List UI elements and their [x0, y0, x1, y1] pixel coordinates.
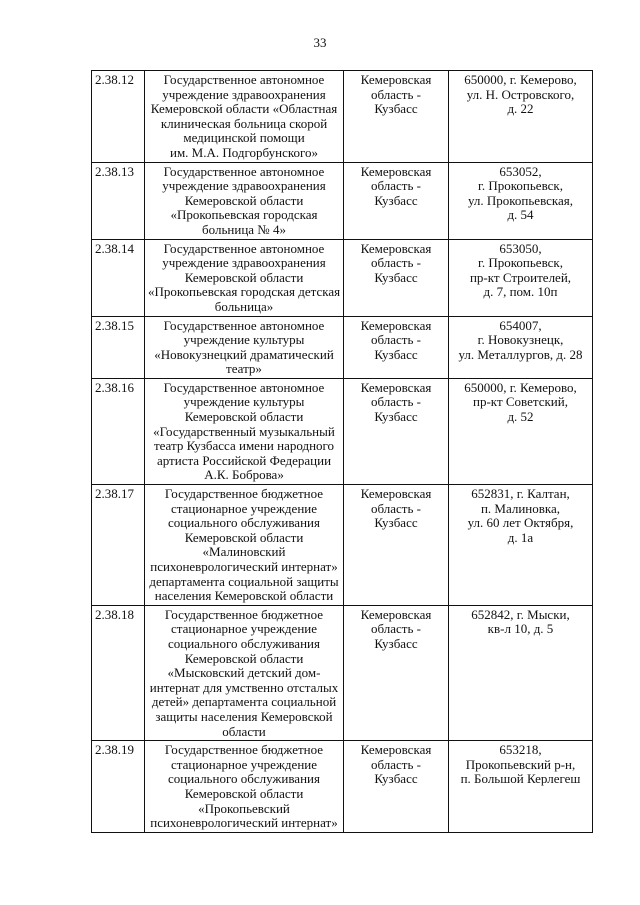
region-line: область -	[370, 255, 421, 271]
institution-name-line: Государственное бюджетное	[164, 486, 324, 502]
address-line: д. 52	[507, 409, 534, 425]
institution-name-line: учреждение здравоохранения	[162, 255, 326, 271]
region-line: Кемеровская	[360, 379, 432, 395]
region-line: Кузбасс	[374, 101, 418, 117]
region-cell	[344, 741, 449, 833]
address-line: кв-л 10, д. 5	[487, 621, 554, 637]
institution-name-line: «Малиновский	[202, 544, 286, 560]
institution-name-line: Кемеровской области	[184, 785, 304, 801]
institution-name-line: «Мысковский детский дом-	[167, 665, 321, 681]
table-row	[92, 239, 593, 316]
institution-name-line: «Новокузнецкий драматический	[154, 346, 334, 362]
region-cell	[344, 162, 449, 239]
address-line: 653218,	[499, 742, 542, 758]
region-cell	[344, 239, 449, 316]
address-cell	[449, 605, 593, 740]
institution-name-line: психоневрологический интернат»	[150, 559, 338, 574]
table-row	[92, 71, 593, 163]
address-cell	[449, 316, 593, 378]
region-line: Кемеровская	[360, 486, 432, 502]
row-number-cell: 2.38.16	[92, 378, 145, 484]
institution-name-line: учреждение здравоохранения	[162, 86, 326, 102]
institution-name-line: «Государственный музыкальный	[153, 423, 335, 439]
address-line: 650000, г. Кемерово,	[464, 72, 577, 87]
row-number-cell: 2.38.17	[92, 485, 145, 606]
institution-name-cell	[145, 316, 344, 378]
institution-name-line: театр Кузбасса имени народного	[153, 438, 335, 454]
institution-name-line: стационарное учреждение	[170, 621, 317, 637]
institution-name-line: социального обслуживания	[168, 515, 320, 531]
institution-name-line: им. М.А. Подгорбунского»	[169, 144, 319, 160]
institution-name-line: клиническая больница скорой	[160, 115, 328, 131]
address-line: д. 22	[507, 101, 534, 117]
region-cell	[344, 605, 449, 740]
region-line: Кемеровская	[360, 240, 432, 256]
address-cell	[449, 71, 593, 163]
institution-name-line: Государственное бюджетное	[164, 606, 324, 622]
institution-name-line: «Прокопьевская городская детская	[148, 284, 341, 300]
address-cell	[449, 378, 593, 484]
institution-name-line: учреждение здравоохранения	[162, 178, 326, 194]
institution-name-line: Государственное автономное	[163, 379, 325, 395]
row-number-cell: 2.38.18	[92, 605, 145, 740]
region-cell	[344, 485, 449, 606]
institution-name-line: медицинской помощи	[183, 130, 305, 146]
region-line: Кемеровская	[360, 317, 432, 333]
institution-name-cell	[145, 378, 344, 484]
region-line: Кемеровская	[360, 72, 432, 87]
institution-name-line: учреждение культуры	[183, 394, 305, 410]
institution-name-line: Кемеровской области	[184, 192, 304, 208]
institution-name-line: Государственное бюджетное	[164, 742, 324, 758]
address-line: г. Прокопьевск,	[478, 255, 563, 271]
institution-name-line: социального обслуживания	[168, 771, 320, 787]
table-row	[92, 378, 593, 484]
table-row	[92, 605, 593, 740]
address-line: 650000, г. Кемерово,	[464, 379, 577, 395]
institution-name-cell	[145, 239, 344, 316]
table-row	[92, 741, 593, 833]
address-line: Прокопьевский р-н,	[465, 756, 576, 772]
institution-name-line: Кемеровской области	[184, 409, 304, 425]
institution-name-line: артиста Российской Федерации	[156, 452, 332, 468]
institution-name-line: Кемеровской области	[184, 269, 304, 285]
institutions-table	[91, 70, 593, 833]
institution-name-line: «Прокопьевский	[198, 800, 290, 816]
region-line: Кузбасс	[374, 192, 418, 208]
institution-name-line: театр»	[226, 361, 262, 377]
region-line: область -	[370, 178, 421, 194]
institution-name-cell	[145, 741, 344, 833]
address-line: пр-кт Строителей,	[469, 269, 572, 285]
address-line: 652831, г. Калтан,	[471, 486, 570, 502]
region-cell	[344, 71, 449, 163]
region-line: область -	[370, 394, 421, 410]
region-line: область -	[370, 332, 421, 348]
address-line: пр-кт Советский,	[473, 394, 568, 410]
address-line: д. 7, пом. 10п	[483, 284, 558, 300]
institution-name-line: Государственное автономное	[163, 72, 325, 87]
address-cell	[449, 485, 593, 606]
address-line: 652842, г. Мыски,	[471, 606, 570, 622]
row-number-cell: 2.38.15	[92, 316, 145, 378]
address-cell	[449, 741, 593, 833]
region-line: Кузбасс	[374, 635, 418, 651]
row-number-cell: 2.38.19	[92, 741, 145, 833]
institution-name-cell	[145, 605, 344, 740]
address-line: д. 54	[507, 207, 534, 223]
row-number-cell: 2.38.14	[92, 239, 145, 316]
institution-name-line: Кемеровской области	[184, 650, 304, 666]
address-line: г. Новокузнецк,	[477, 332, 564, 348]
table-row	[92, 316, 593, 378]
institution-name-line: Кемеровской области «Областная	[150, 101, 338, 117]
address-line: ул. Прокопьевская,	[467, 192, 574, 208]
institution-name-line: учреждение культуры	[183, 332, 305, 348]
region-line: Кемеровская	[360, 163, 432, 179]
address-line: ул. Н. Островского,	[466, 86, 575, 102]
address-line: п. Малиновка,	[480, 500, 561, 516]
region-line: Кемеровская	[360, 606, 432, 622]
institution-name-line: населения Кемеровской области	[154, 588, 334, 604]
region-cell	[344, 316, 449, 378]
institutions-table-body	[92, 71, 593, 833]
institution-name-line: больница»	[214, 298, 274, 314]
institution-name-line: защиты населения Кемеровской	[155, 708, 333, 724]
address-line: 653050,	[499, 240, 542, 256]
region-line: область -	[370, 500, 421, 516]
region-line: область -	[370, 621, 421, 637]
institution-name-line: стационарное учреждение	[170, 500, 317, 516]
region-line: Кузбасс	[374, 269, 418, 285]
address-line: 654007,	[499, 317, 542, 333]
institution-name-line: Государственное автономное	[163, 317, 325, 333]
institution-name-line: А.К. Боброва»	[204, 467, 284, 483]
institution-name-cell	[145, 485, 344, 606]
institution-name-line: интернат для умственно отсталых	[149, 679, 339, 695]
institution-name-line: Кемеровской области	[184, 529, 304, 545]
address-line: г. Прокопьевск,	[478, 178, 563, 194]
institution-name-line: социального обслуживания	[168, 635, 320, 651]
region-line: Кузбасс	[374, 771, 418, 787]
institution-name-cell	[145, 162, 344, 239]
institution-name-line: детей» департамента социальной	[151, 694, 337, 710]
table-row	[92, 162, 593, 239]
region-cell	[344, 378, 449, 484]
region-line: Кемеровская	[360, 742, 432, 758]
institution-name-line: департамента социальной защиты	[149, 573, 339, 589]
institution-name-line: стационарное учреждение	[170, 756, 317, 772]
institution-name-line: психоневрологический интернат»	[150, 815, 338, 831]
region-line: Кузбасс	[374, 515, 418, 531]
institution-name-line: Государственное автономное	[163, 163, 325, 179]
address-line: ул. 60 лет Октября,	[467, 515, 574, 531]
institution-name-line: Государственное автономное	[163, 240, 325, 256]
region-line: Кузбасс	[374, 346, 418, 362]
row-number-cell: 2.38.13	[92, 162, 145, 239]
institution-name-line: «Прокопьевская городская	[170, 207, 318, 223]
address-line: 653052,	[499, 163, 542, 179]
row-number-cell: 2.38.12	[92, 71, 145, 163]
address-cell	[449, 239, 593, 316]
address-line: ул. Металлургов, д. 28	[458, 346, 583, 362]
region-line: область -	[370, 756, 421, 772]
address-cell	[449, 162, 593, 239]
address-line: д. 1а	[507, 529, 534, 545]
table-row	[92, 485, 593, 606]
region-line: Кузбасс	[374, 409, 418, 425]
address-line: п. Большой Керлегеш	[460, 771, 581, 787]
institution-name-line: области	[222, 723, 266, 739]
page-number: 33	[313, 35, 327, 50]
institution-name-cell	[145, 71, 344, 163]
region-line: область -	[370, 86, 421, 102]
institution-name-line: больница № 4»	[202, 221, 286, 237]
